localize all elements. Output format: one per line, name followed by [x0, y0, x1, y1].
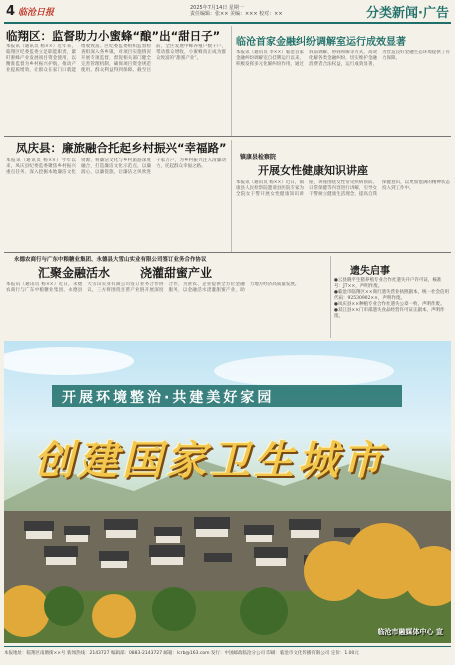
- campaign-banner: [4, 341, 451, 643]
- article-health-body: 本报讯（通讯员 杨××）近日，镇康县人民检察院邀请县医院专家为全院女干警开展女性健康知识讲座，讲座围绕女性常见疾病预防、日常保健等内容进行讲解，引导女干警树立健康生活理念，提高自我保健意识，以更加饱满的精神状态投入到工作中。: [236, 180, 450, 197]
- footer-info: 本报地址：临翔区南塘街××号 新闻热线：2143727 编辑部：0883-2143727 邮箱：lcrb@163.com 发行：中国邮政临沧分公司 印刷：临沧市文化传播有限公司 定价：1.00元: [4, 651, 359, 656]
- article-fengqing-title: 凤庆县：廉旅融合托起乡村振兴“幸福路”: [16, 141, 227, 155]
- article-linxiang-body: 本报讯（通讯员 杨××）近年来，临翔区纪委监委立足职能职责，紧盯蜜蜂产业发展项目资金使用，以精准监督为乡村振兴护航，推动产业提质增效，让群众在家门口就能增收致富。区纪委监委组织监督检查组深入各乡镇，对项目实施情况开展专项监督，督促相关部门健全完善管理机制，确保项目资金规范使用、群众利益得到保障。截至目前，全区发展中蜂养殖户数千户，带动群众增收，小蜜蜂真正成为群众致富的“甜蜜产业”。: [6, 44, 226, 73]
- article-coop-title-right: 浇灌甜蜜产业: [140, 266, 213, 280]
- banner-sponsor: 临沧市融媒体中心 宣: [377, 628, 443, 636]
- notice-item: ●双江县××门市部遗失食品经营许可证正副本，声明作废。: [334, 308, 445, 319]
- column-divider: [231, 26, 232, 136]
- notice-item: ●凤庆县××种植专业合作社遗失公章一枚，声明作废。: [334, 302, 445, 307]
- notice-title: 遗失启事: [350, 266, 390, 277]
- divider-rule: [4, 252, 451, 253]
- column-divider: [330, 256, 331, 338]
- article-coop-kicker: 永德农商行与广东中粮糖业集团、永德县大雪山实业有限公司签订业务合作协议: [14, 257, 207, 263]
- header-rule: [4, 22, 451, 24]
- article-health-kicker: 镇康县检察院: [240, 154, 277, 161]
- notice-item: ●云县晓平生猪养殖专业合作社遗失开户许可证，核准号：J7××，声明作废。: [334, 278, 442, 289]
- header-editors: 责任编辑：张×× 美编：××× 校对：××: [190, 11, 283, 17]
- page-number: 4: [6, 4, 16, 19]
- column-divider: [231, 140, 232, 252]
- section-title: 分类新闻·广告: [366, 6, 449, 21]
- header-date: 2025年7月14日 星期一: [190, 5, 244, 11]
- banner-top-slogan: 开展环境整治·共建美好家园: [62, 390, 275, 406]
- divider-rule: [4, 136, 451, 137]
- notice-item: ●临沧市临翔区××商行遗失营业执照副本，统一社会信用代码：92530902××，声明作废。: [334, 290, 449, 301]
- notice-list: [334, 278, 450, 320]
- article-finance-body: 本报讯（通讯员 李××）临沧首家金融纠纷调解室自挂牌运行以来，积极发挥多元化解纠纷作用，通过诉前调解、协商和解等方式，高效化解各类金融纠纷，切实维护金融消费者合法权益，运行成效显著，为营造良好金融生态环境提供了有力保障。: [236, 50, 450, 67]
- banner-main-slogan: 创建国家卫生城市: [34, 437, 386, 484]
- paper-logo: 临沧日报: [18, 8, 55, 18]
- article-health-title: 开展女性健康知识讲座: [258, 164, 368, 177]
- article-coop-title-left: 汇聚金融活水: [38, 266, 111, 280]
- footer-rule: [4, 646, 451, 647]
- article-coop-body: 本报讯（通讯员 杨××）近日，永德农商行与广东中粮糖业集团、永德县大雪山实业有限公司签订业务合作协议，三方将围绕甘蔗产业链开展深度合作，为蔗农、企业提供全方位金融服务，以金融活水浇灌甜蜜产业，助力地方经济高质量发展。: [6, 282, 300, 293]
- header-meta: [190, 5, 310, 17]
- article-linxiang-title: 临翔区：监督助力小蜜蜂“酿”出“甜日子”: [6, 29, 221, 43]
- article-fengqing-body: 本报讯（通讯员 杨××）今年以来，凤庆县纪委监委聚焦乡村振兴重点任务，深入挖掘本地廉洁文化资源，将廉洁文化与乡村旅游深度融合，打造廉洁文化示范点，以廉润心、以廉促旅，让廉洁之风吹进千家万户，为乡村振兴注入清廉动力，托起群众幸福之路。: [6, 158, 226, 175]
- article-finance-title: 临沧首家金融纠纷调解室运行成效显著: [236, 37, 406, 48]
